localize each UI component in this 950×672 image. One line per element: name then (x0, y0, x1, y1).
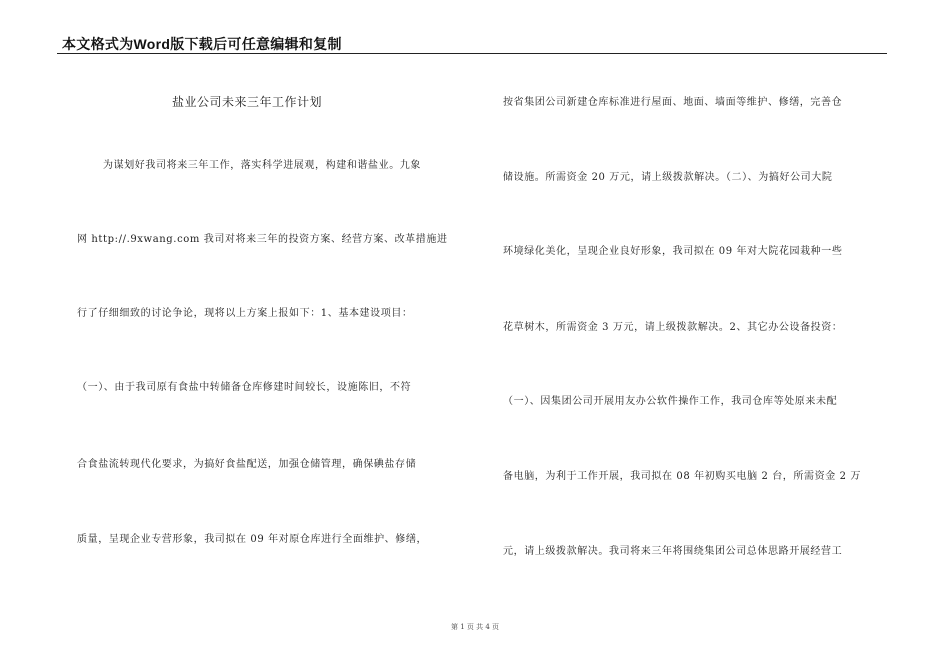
paragraph-line: 为谋划好我司将来三年工作，落实科学进展观，构建和谐盐业。九象 (103, 160, 421, 171)
paragraph-line: 行了仔细细致的讨论争论，现将以上方案上报如下：1、基本建设项目： (77, 308, 413, 319)
paragraph-line: 环境绿化美化，呈现企业良好形象，我司拟在 09 年对大院花园栽种一些 (503, 246, 843, 257)
banner-divider (57, 53, 887, 54)
page-number: 第 1 页 共 4 页 (450, 623, 500, 631)
download-banner: 本文格式为Word版下载后可任意编辑和复制 (62, 36, 342, 52)
paragraph-line: 备电脑，为利于工作开展，我司拟在 08 年初购买电脑 2 台，所需资金 2 万 (503, 471, 861, 482)
paragraph-line: 网 http://.9xwang.com 我司对将来三年的投资方案、经营方案、改革措施进 (77, 234, 448, 245)
paragraph-line: 储设施。所需资金 20 万元，请上级拨款解决。（二）、为搞好公司大院 (503, 172, 833, 183)
paragraph-line: （一）、由于我司原有食盐中转储备仓库修建时间较长，设施陈旧，不符 (77, 382, 412, 393)
paragraph-line: 质量，呈现企业专营形象，我司拟在 09 年对原仓库进行全面维护、修缮， (77, 534, 428, 545)
paragraph-line: 元，请上级拨款解决。我司将来三年将围绕集团公司总体思路开展经营工 (503, 546, 843, 557)
paragraph-line: 合食盐流转现代化要求，为搞好食盐配送，加强仓储管理，确保碘盐存储 (77, 459, 417, 470)
paragraph-line: 花草树木，所需资金 3 万元，请上级拨款解决。2、其它办公设备投资： (503, 322, 843, 333)
paragraph-line: （一）、因集团公司开展用友办公软件操作工作，我司仓库等处原来未配 (503, 396, 838, 407)
document-title: 盐业公司未来三年工作计划 (172, 95, 323, 109)
paragraph-line: 按省集团公司新建仓库标准进行屋面、地面、墙面等维护、修缮，完善仓 (503, 97, 843, 108)
